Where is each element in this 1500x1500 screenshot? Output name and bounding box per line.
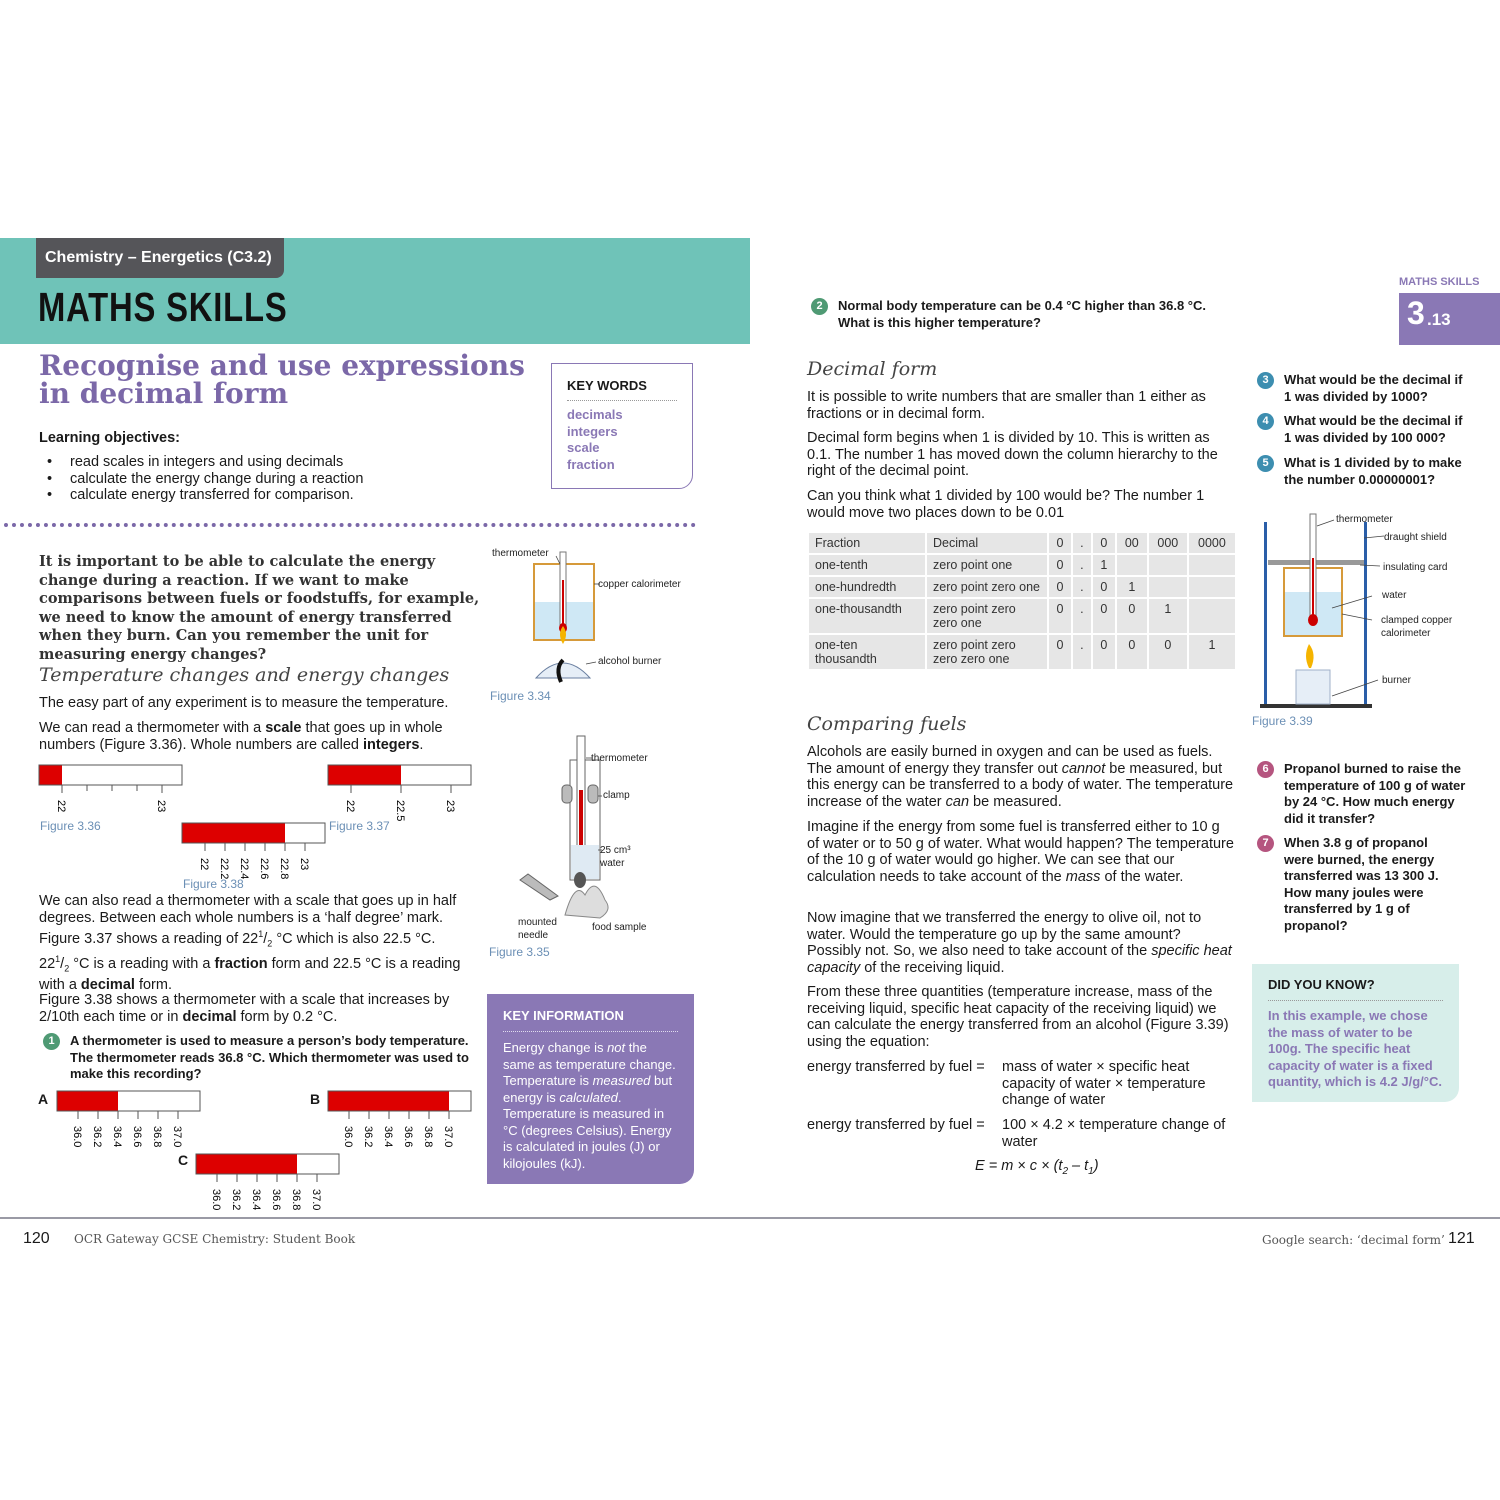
table-cell (1189, 577, 1235, 597)
intro-paragraph: It is important to be able to calculate the energy change during a reaction. If we want to make comparisons between fuels or foodstuffs, for example, we need to know the amount of energy transferred when they burn. Can you remember the unit for measuring energy changes? (39, 553, 480, 663)
tick-label: 22 (344, 800, 356, 813)
equation-rhs: mass of water × specific heat capacity of water × temperature change of water (1002, 1059, 1206, 1108)
label-burner: burner (1382, 675, 1411, 686)
question-number: 1 (43, 1033, 60, 1050)
table-cell: 00 (1117, 533, 1147, 553)
label-insulating-card: insulating card (1383, 562, 1448, 573)
table-cell (1189, 599, 1235, 633)
scale-b (327, 1086, 477, 1156)
paragraph: The easy part of any experiment is to measure the temperature. (39, 695, 449, 711)
table-cell: 1 (1189, 635, 1235, 669)
table-cell (1189, 555, 1235, 575)
key-words-box (551, 363, 693, 489)
table-cell (1117, 555, 1147, 575)
paragraph: We can read a thermometer with a scale that goes up in whole numbers (Figure 3.36). Whole numbers are called integers. (39, 720, 443, 753)
tick-label: 23 (155, 800, 167, 813)
label-needle: needle (518, 930, 549, 941)
label-alcohol-burner: alcohol burner (598, 656, 662, 667)
scale-fill-bar (39, 765, 62, 785)
objective-item: • calculate the energy change during a reaction (47, 471, 363, 488)
table-cell: . (1073, 555, 1091, 575)
question-7: When 3.8 g of propanol were burned, the energy transferred was 13 300 J. How many joules were transferred by 1 g of propanol? (1284, 835, 1439, 933)
scale-fill-bar (57, 1091, 118, 1111)
label-thermometer: thermometer (591, 753, 648, 764)
question-number: 3 (1257, 372, 1274, 389)
paragraph: Now imagine that we transferred the energy to olive oil, not to water. Would the temperature go up by the same amount? Possibly not. So, we also need to take account of the specific heat capacity of the receiving liquid. (807, 910, 1232, 976)
dotted-divider (4, 523, 696, 527)
scale-label-a: A (38, 1091, 49, 1107)
table-cell: one-hundredth (809, 577, 925, 597)
table-cell: 0 (1049, 555, 1071, 575)
objective-item: • read scales in integers and using decimals (47, 454, 363, 471)
table-header-row (809, 533, 1235, 553)
table-cell: 0 (1093, 599, 1115, 633)
table-cell: . (1073, 599, 1091, 633)
table-cell: one-tenth (809, 555, 925, 575)
heading-decimal-form: Decimal form (807, 358, 938, 380)
table-cell: 0 (1093, 577, 1115, 597)
table-cell: 1 (1149, 599, 1187, 633)
table-cell: 1 (1093, 555, 1115, 575)
scale-c (195, 1149, 345, 1219)
question-1: A thermometer is used to measure a person’s body temperature. The thermometer reads 36.8 °C. Which thermometer was used to make this recording? (70, 1033, 469, 1081)
tick-label: 36.4 (250, 1189, 262, 1211)
table-cell: . (1073, 635, 1091, 669)
label-thermometer: thermometer (492, 548, 549, 559)
tick-label: 37.0 (310, 1189, 322, 1211)
paragraph: Can you think what 1 divided by 100 would be? The number 1 would move two places down to be 0.01 (807, 488, 1205, 521)
label-water: water (600, 858, 625, 869)
paragraph: It is possible to write numbers that are smaller than 1 either as fractions or in decimal form. (807, 389, 1206, 422)
chapter-chip: Chemistry – Energetics (C3.2) (36, 238, 284, 278)
scale-fill-bar (182, 823, 285, 843)
key-word: scale (567, 440, 600, 455)
page-title: Recognise and use expressions in decimal form (39, 349, 525, 410)
tick-label: 36.6 (131, 1126, 143, 1148)
table-row (809, 635, 1235, 669)
section-label: MATHS SKILLS (1399, 276, 1480, 288)
tick-label: 36.2 (362, 1126, 374, 1148)
table-cell: one-ten thousandth (809, 635, 925, 669)
tick-label: 36.6 (270, 1189, 282, 1211)
tick-label: 22.5 (394, 800, 406, 822)
paragraph: Decimal form begins when 1 is divided by 10. This is written as 0.1. The number 1 has moved down the column hierarchy to the right of the decimal point. (807, 430, 1218, 479)
tick-label: 36.8 (422, 1126, 434, 1148)
banner-title: MATHS SKILLS (38, 284, 288, 330)
table-cell: 0 (1049, 577, 1071, 597)
page-number-right: 121 (1448, 1230, 1475, 1247)
tick-label: 22 (55, 800, 67, 813)
key-word: decimals (567, 407, 623, 422)
equation-lhs: energy transferred by fuel = (807, 1117, 985, 1133)
tick-label: 23 (444, 800, 456, 813)
table-cell: zero point zero zero zero one (927, 635, 1047, 669)
did-you-know-text: In this example, we chose the mass of water to be 100g. The specific heat capacity of water is a fixed quantity, which is 4.2 J/g/°C. (1268, 1008, 1442, 1089)
table-row (809, 599, 1235, 633)
scale-figure-3-36 (38, 760, 188, 820)
paragraph: From these three quantities (temperature increase, mass of the receiving liquid, specific heat capacity of the receiving liquid) we can calculate the energy transferred from an alcohol (Figure 3.39) using the equation: (807, 984, 1229, 1050)
tick-label: 22.2 (218, 858, 230, 880)
footer-search-hint: Google search: ‘decimal form’ (1262, 1233, 1445, 1247)
paragraph: Figure 3.38 shows a thermometer with a scale that increases by 2/10th each time or in decimal form by 0.2 °C. (39, 992, 450, 1025)
figure-caption-3-35: Figure 3.35 (489, 945, 550, 959)
paragraph: We can also read a thermometer with a scale that goes up in half degrees. Between each whole numbers is a ‘half degree’ mark. Figure 3.37 shows a reading of $22^1/_2$ °C which is also 22.5 °C. (39, 893, 457, 949)
question-4: What would be the decimal if 1 was divided by 100 000? (1284, 413, 1463, 445)
label-clamp: clamp (603, 790, 630, 801)
tick-label: 23 (298, 858, 310, 871)
tick-label: 36.0 (210, 1189, 222, 1211)
question-number: 5 (1257, 455, 1274, 472)
table-cell (1149, 555, 1187, 575)
figure-3-34-diagram (486, 540, 706, 700)
tick-label: 36.2 (230, 1189, 242, 1211)
section-number: 3 (1407, 295, 1425, 331)
table-cell: 0 (1093, 533, 1115, 553)
label-calorimeter: calorimeter (1381, 628, 1431, 639)
table-cell: 0 (1117, 635, 1147, 669)
label-food-sample: food sample (592, 922, 647, 933)
question-2: Normal body temperature can be 0.4 °C higher than 36.8 °C. What is this higher temperature? (838, 298, 1206, 330)
table-cell: Decimal (927, 533, 1047, 553)
table-cell: 0 (1049, 635, 1071, 669)
scale-fill-bar (328, 1091, 449, 1111)
table-cell: 0 (1093, 635, 1115, 669)
paragraph: Imagine if the energy from some fuel is transferred either to 10 g of water or to 50 g of water. What would happen? The temperature of the 10 g of water would go higher. We can see that our calculation needs to take account of the mass of the water. (807, 819, 1234, 885)
tick-label: 36.8 (151, 1126, 163, 1148)
label-mounted: mounted (518, 917, 557, 928)
table-cell (1149, 577, 1187, 597)
key-information-box (487, 994, 694, 1184)
equation-rhs: 100 × 4.2 × temperature change of water (1002, 1117, 1226, 1150)
scale-figure-3-38 (181, 818, 331, 880)
question-6: Propanol burned to raise the temperature of 100 g of water by 24 °C. How much energy did it transfer? (1284, 761, 1466, 826)
scale-label-b: B (310, 1091, 321, 1107)
question-5: What is 1 divided by to make the number 0.00000001? (1284, 455, 1462, 487)
objective-item: • calculate energy transferred for comparison. (47, 487, 363, 504)
table-cell: one-thousandth (809, 599, 925, 633)
table-cell: . (1073, 533, 1091, 553)
did-you-know-box (1252, 964, 1459, 1102)
learning-objectives-list (47, 454, 363, 504)
question-number: 4 (1257, 413, 1274, 430)
paragraph: Alcohols are easily burned in oxygen and can be used as fuels. The amount of energy they transfer out cannot be measured, but this energy can be transferred to a body of water. The temperature increase of the water can be measured. (807, 744, 1234, 810)
table-row (809, 577, 1235, 597)
table-cell: 1 (1117, 577, 1147, 597)
tick-label: 36.0 (71, 1126, 83, 1148)
question-number: 6 (1257, 761, 1274, 778)
equation-formula: $E = m \times c \times (t_2 - t_1)$ (975, 1158, 1099, 1177)
equation-lhs: energy transferred by fuel = (807, 1059, 985, 1075)
did-you-know-title: DID YOU KNOW? (1268, 977, 1375, 992)
table-cell: zero point one (927, 555, 1047, 575)
table-cell: 0 (1049, 533, 1071, 553)
figure-caption-3-37: Figure 3.37 (329, 819, 390, 833)
label-copper-calorimeter: copper calorimeter (598, 579, 681, 590)
tick-label: 22.6 (258, 858, 270, 880)
key-word: integers (567, 423, 618, 439)
paragraph: $22^1/_2$ °C is a reading with a fraction form and 22.5 °C is a reading with a decimal form. (39, 954, 461, 994)
question-number: 7 (1257, 835, 1274, 852)
tick-label: 36.6 (402, 1126, 414, 1148)
table-row (809, 555, 1235, 575)
table-cell: Fraction (809, 533, 925, 553)
key-information-title: KEY INFORMATION (503, 1008, 624, 1023)
label-water: water (1382, 590, 1407, 601)
table-cell: 0 (1149, 635, 1187, 669)
tick-label: 37.0 (171, 1126, 183, 1148)
table-cell: zero point zero zero one (927, 599, 1047, 633)
learning-objectives-title: Learning objectives: (39, 430, 181, 446)
table-cell: 000 (1149, 533, 1187, 553)
section-number-tab (1399, 293, 1500, 345)
heading-comparing-fuels: Comparing fuels (807, 713, 967, 735)
footer-rule (0, 1217, 1500, 1219)
tick-label: 36.8 (290, 1189, 302, 1211)
figure-caption-3-36: Figure 3.36 (40, 819, 101, 833)
scale-figure-3-37 (327, 760, 477, 822)
figure-caption-3-38: Figure 3.38 (183, 877, 244, 891)
scale-fill-bar (196, 1154, 297, 1174)
table-cell: 0000 (1189, 533, 1235, 553)
tick-label: 22.4 (238, 858, 250, 880)
tick-label: 36.0 (342, 1126, 354, 1148)
question-3: What would be the decimal if 1 was divided by 1000? (1284, 372, 1463, 404)
page-number-left: 120 (23, 1230, 50, 1247)
label-draught-shield: draught shield (1384, 532, 1447, 543)
table-cell: 0 (1117, 599, 1147, 633)
scale-a (56, 1086, 206, 1156)
tick-label: 36.4 (111, 1126, 123, 1148)
table-cell: zero point zero one (927, 577, 1047, 597)
figure-caption-3-39: Figure 3.39 (1252, 714, 1313, 728)
tick-label: 22 (198, 858, 210, 871)
label-clamped-copper: clamped copper (1381, 615, 1453, 626)
section-sub: .13 (1427, 310, 1451, 329)
question-number: 2 (811, 298, 828, 315)
scale-label-c: C (178, 1152, 189, 1168)
footer-book-title: OCR Gateway GCSE Chemistry: Student Book (74, 1232, 356, 1246)
key-words-title: KEY WORDS (567, 378, 647, 393)
label-volume: 25 cm³ (600, 845, 631, 856)
decimal-table (807, 531, 1237, 671)
label-thermometer: thermometer (1336, 514, 1393, 525)
scale-fill-bar (328, 765, 401, 785)
table-cell: 0 (1049, 599, 1071, 633)
tick-label: 36.2 (91, 1126, 103, 1148)
tick-label: 22.8 (278, 858, 290, 880)
key-information-text: Energy change is not the same as temperature change. Temperature is measured but energy is calculated. Temperature is measured in °C (degrees Celsius). Energy is calculated in joules (J) or kilojoules (kJ). (503, 1040, 676, 1171)
figure-caption-3-34: Figure 3.34 (490, 689, 551, 703)
table-cell: . (1073, 577, 1091, 597)
tick-label: 37.0 (442, 1126, 454, 1148)
key-word: fraction (567, 456, 615, 472)
tick-label: 36.4 (382, 1126, 394, 1148)
heading-temperature: Temperature changes and energy changes (39, 664, 450, 686)
